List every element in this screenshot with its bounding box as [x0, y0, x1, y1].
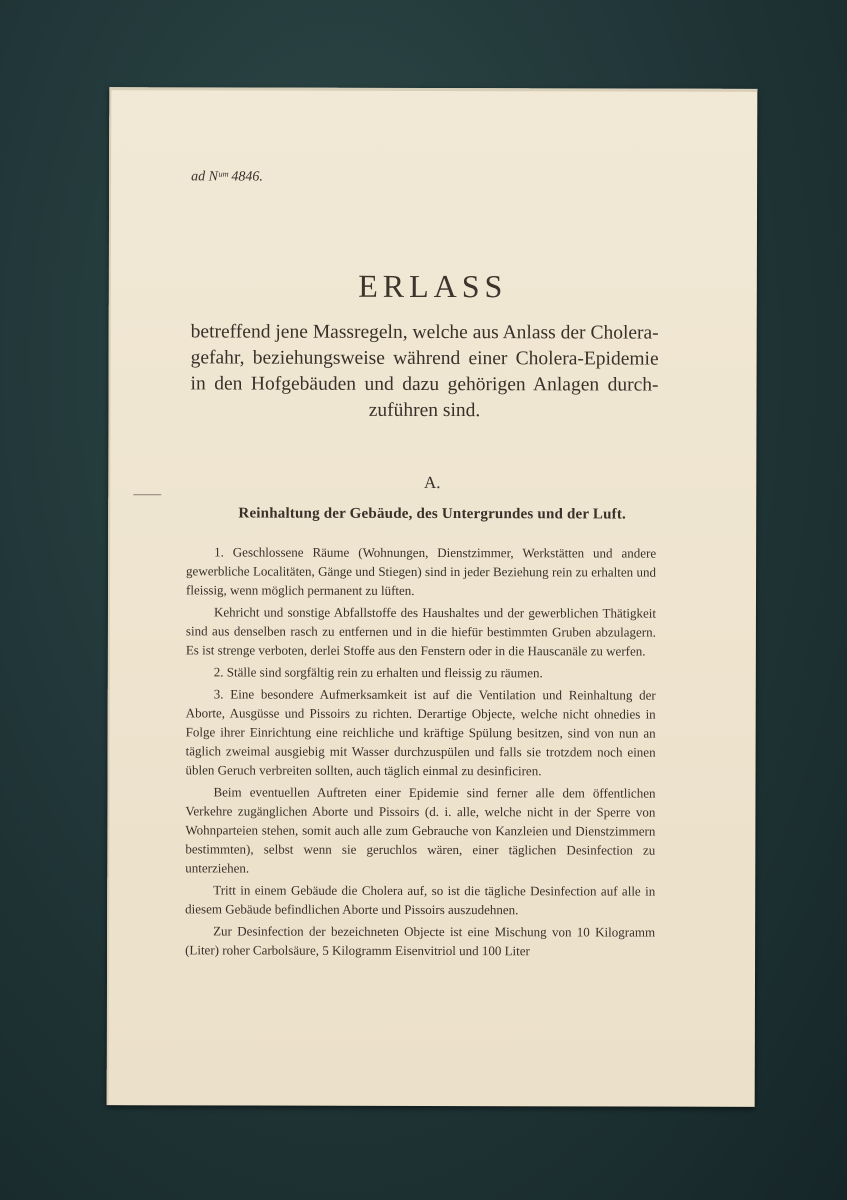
- document-subtitle: betreffend jene Massregeln, welche aus Anlass der Cholera-gefahr, beziehungsweise während einer Cholera-Epidemie in den Hofgebäuden und dazu gehörigen Anlagen durch-zuführen sind.: [190, 321, 659, 422]
- paragraph-6: Tritt in einem Gebäude die Cholera auf, so ist die tägliche Desinfection auf alle in diesem Gebäude befindlichen Aborte und Pissoirs auszudehnen.: [185, 882, 656, 918]
- section-heading: Reinhaltung der Gebäude, des Untergrundes und der Luft.: [238, 505, 627, 523]
- paragraph-4: 3. Eine besondere Aufmerksamkeit ist auf die Ventilation und Reinhaltung der Aborte, Ausgüsse und Pissoirs zu richten. Derartige Objecte, welche nicht ohnedies in Folge ihrer Einrichtung eine reichliche und kräftige Spülung besitzen, sind von nun an täglich zweimal ausgiebig mit Wasser durchzuspülen und falls sie trotzdem noch einen üblen Geruch verbreiten sollten, auch täglich einmal zu desinficiren.: [185, 686, 656, 779]
- paragraph-3: 2. Ställe sind sorgfältig rein zu erhalten und fleissig zu räumen.: [213, 664, 543, 681]
- paragraph-5: Beim eventuellen Auftreten einer Epidemie sind ferner alle dem öffentlichen Verkehre zugänglichen Aborte und Pissoirs (d. i. alle, welche nicht in der Sperre von Wohnparteien stehen, somit auch alle zum Gebrauche von Kanzleien und Dienstzimmern bestimmten), selbst wenn sie geruchlos wären, einer täglichen Desinfection zu unterziehen.: [185, 784, 656, 876]
- document-title: ERLASS: [358, 267, 508, 305]
- paragraph-7: Zur Desinfection der bezeichneten Objecte ist eine Mischung von 10 Kilogramm (Liter) roher Carbolsäure, 5 Kilogramm Eisenvitriol und 100 Liter: [185, 923, 656, 959]
- document-page: [107, 87, 758, 1107]
- body-text: [185, 542, 656, 963]
- margin-mark: [133, 494, 161, 495]
- document-reference-number: ad Nᵘᵐ 4846.: [191, 169, 263, 185]
- paragraph-1: 1. Geschlossene Räume (Wohnungen, Dienstzimmer, Werkstätten und andere gewerbliche Localitäten, Gänge und Stiegen) sind in jeder Beziehung rein zu erhalten und fleissig, wenn möglich permanent zu lüften.: [185, 544, 657, 598]
- section-letter: A.: [424, 472, 441, 493]
- paragraph-2: Kehricht und sonstige Abfallstoffe des Haushaltes und der gewerblichen Thätigkeit sind aus denselben rasch zu entfernen und in die hiefür bestimmten Gruben abzulagern. Es ist strenge verboten, derlei Stoffe aus den Fenstern oder in die Hauscanäle zu werfen.: [185, 604, 656, 659]
